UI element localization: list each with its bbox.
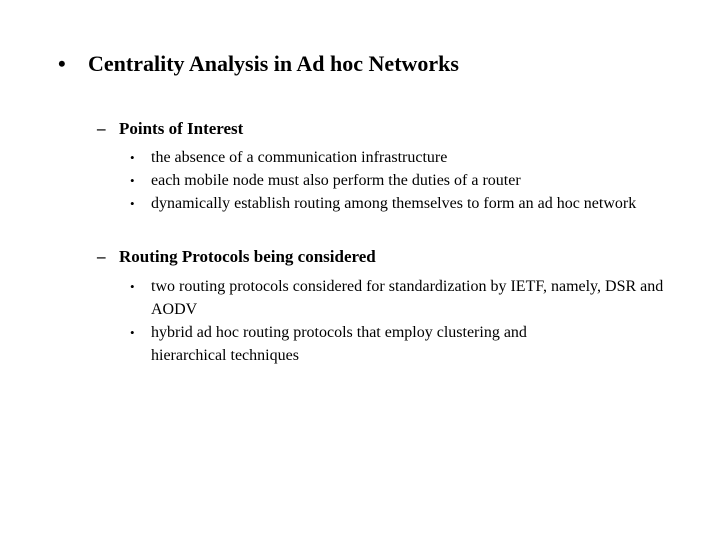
section-heading-routing-protocols xyxy=(97,246,376,268)
section-list-routing-protocols xyxy=(130,275,690,367)
list-item xyxy=(130,169,690,192)
list-item xyxy=(130,321,601,367)
bullet-icon: • xyxy=(130,279,135,294)
title-bullet-icon: • xyxy=(58,51,66,76)
bullet-icon: • xyxy=(130,173,135,188)
dash-icon: – xyxy=(97,119,106,138)
bullet-icon: • xyxy=(130,325,135,340)
list-item-text: two routing protocols considered for standardization by IETF, namely, DSR and AODV xyxy=(151,278,664,318)
list-item xyxy=(130,146,690,169)
list-item xyxy=(130,192,656,215)
list-item-text: the absence of a communication infrastructure xyxy=(151,149,448,166)
section-heading-text: Points of Interest xyxy=(119,119,244,138)
dash-icon: – xyxy=(97,247,106,266)
section-heading-points-of-interest xyxy=(97,118,243,140)
title-text: Centrality Analysis in Ad hoc Networks xyxy=(88,51,459,76)
list-item-text: dynamically establish routing among themselves to form an ad hoc network xyxy=(151,195,637,212)
bullet-icon: • xyxy=(130,150,135,165)
bullet-icon: • xyxy=(130,196,135,211)
section-list-points-of-interest xyxy=(130,146,690,215)
section-heading-text: Routing Protocols being considered xyxy=(119,247,376,266)
list-item xyxy=(130,275,686,321)
list-item-text: each mobile node must also perform the duties of a router xyxy=(151,172,521,189)
list-item-text: hybrid ad hoc routing protocols that employ clustering and hierarchical techniques xyxy=(151,324,527,364)
slide-title xyxy=(58,50,459,78)
